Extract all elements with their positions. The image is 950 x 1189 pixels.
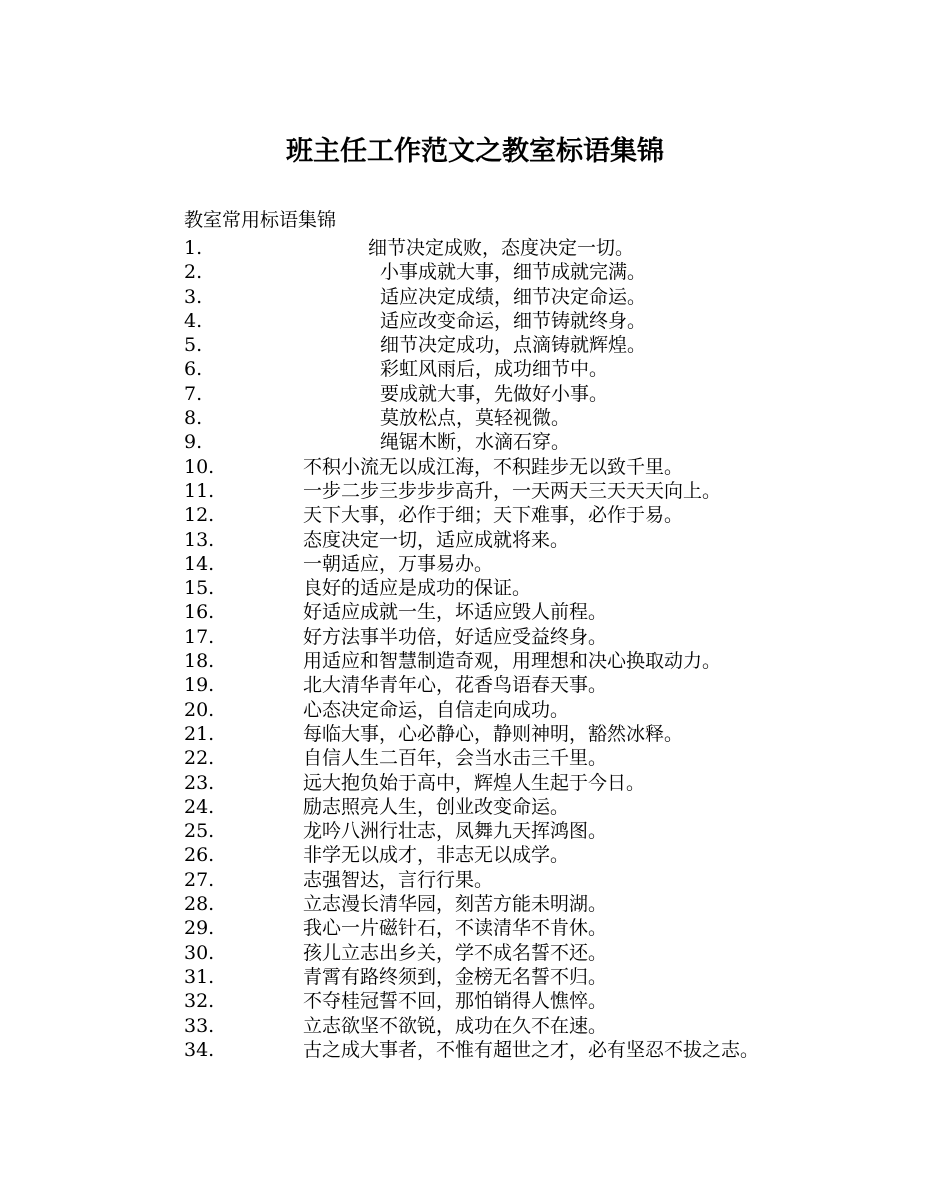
document-title: 班主任工作范文之教室标语集锦 — [286, 136, 664, 167]
item-number: 32. — [184, 990, 215, 1013]
item-text: 小事成就大事，细节成就完满。 — [380, 261, 647, 284]
item-text: 细节决定成败，态度决定一切。 — [368, 237, 635, 259]
item-text: 好适应成就一生，坏适应毁人前程。 — [303, 601, 608, 624]
item-number: 19. — [184, 674, 215, 697]
item-text: 孩儿立志出乡关，学不成名誓不还。 — [303, 941, 608, 964]
item-number: 2. — [184, 261, 203, 284]
item-text: 不积小流无以成江海，不积跬步无以致千里。 — [303, 455, 684, 478]
item-text: 志强智达，言行行果。 — [303, 868, 494, 891]
item-number: 29. — [184, 917, 215, 940]
item-number: 22. — [184, 747, 215, 770]
item-number: 6. — [184, 358, 203, 381]
item-number: 3. — [184, 285, 203, 308]
item-text: 适应改变命运，细节铸就终身。 — [380, 309, 647, 332]
item-text: 立志漫长清华园，刻苦方能未明湖。 — [303, 893, 608, 916]
item-number: 14. — [184, 552, 215, 575]
item-number: 30. — [184, 941, 215, 964]
item-number: 18. — [184, 650, 215, 673]
item-text: 心态决定命运，自信走向成功。 — [303, 698, 570, 721]
item-number: 5. — [184, 334, 203, 357]
item-text: 龙吟八洲行壮志，凤舞九天挥鸿图。 — [303, 820, 608, 843]
item-number: 31. — [184, 965, 215, 988]
item-number: 12. — [184, 504, 215, 527]
item-text: 我心一片磁针石，不读清华不肯休。 — [303, 917, 608, 940]
item-number: 7. — [184, 382, 203, 405]
item-number: 20. — [184, 698, 215, 721]
item-text: 立志欲坚不欲锐，成功在久不在速。 — [303, 1014, 608, 1037]
item-text: 彩虹风雨后，成功细节中。 — [380, 358, 609, 381]
item-text: 励志照亮人生，创业改变命运。 — [303, 795, 570, 818]
item-text: 北大清华青年心，花香鸟语春天事。 — [303, 674, 608, 697]
item-number: 21. — [184, 722, 215, 745]
item-number: 33. — [184, 1014, 215, 1037]
item-number: 27. — [184, 868, 215, 891]
item-number: 17. — [184, 625, 215, 648]
item-text: 莫放松点，莫轻视微。 — [380, 407, 571, 430]
item-number: 9. — [184, 431, 203, 454]
item-text: 细节决定成功，点滴铸就辉煌。 — [380, 334, 647, 357]
item-number: 15. — [184, 577, 215, 600]
item-text: 一步二步三步步步高升，一天两天三天天天向上。 — [303, 479, 722, 502]
item-number: 26. — [184, 844, 215, 867]
item-text: 态度决定一切，适应成就将来。 — [303, 528, 570, 551]
item-number: 10. — [184, 455, 215, 478]
item-text: 用适应和智慧制造奇观，用理想和决心换取动力。 — [303, 650, 722, 673]
item-number: 34. — [184, 1038, 215, 1061]
item-text: 不夺桂冠誓不回，那怕销得人憔悴。 — [303, 990, 608, 1013]
item-number: 28. — [184, 893, 215, 916]
item-number: 23. — [184, 771, 215, 794]
item-text: 适应决定成绩，细节决定命运。 — [380, 285, 647, 308]
item-number: 8. — [184, 407, 203, 430]
item-number: 24. — [184, 795, 215, 818]
item-number: 4. — [184, 309, 203, 332]
item-text: 自信人生二百年，会当水击三千里。 — [303, 747, 608, 770]
item-text: 绳锯木断，水滴石穿。 — [380, 431, 571, 454]
item-text: 古之成大事者，不惟有超世之才，必有坚忍不拔之志。 — [303, 1038, 760, 1061]
item-text: 远大抱负始于高中，辉煌人生起于今日。 — [303, 771, 646, 794]
item-number: 25. — [184, 820, 215, 843]
item-number: 1. — [184, 237, 203, 259]
item-number: 16. — [184, 601, 215, 624]
item-text: 天下大事，必作于细；天下难事，必作于易。 — [303, 504, 684, 527]
item-text: 良好的适应是成功的保证。 — [303, 577, 532, 600]
item-text: 每临大事，心必静心，静则神明，豁然冰释。 — [303, 722, 684, 745]
item-number: 13. — [184, 528, 215, 551]
item-text: 好方法事半功倍，好适应受益终身。 — [303, 625, 608, 648]
section-heading: 教室常用标语集锦 — [184, 209, 337, 231]
item-text: 要成就大事，先做好小事。 — [380, 382, 609, 405]
item-text: 一朝适应，万事易办。 — [303, 552, 494, 575]
item-text: 非学无以成才，非志无以成学。 — [303, 844, 570, 867]
item-text: 青霄有路终须到，金榜无名誓不归。 — [303, 965, 608, 988]
item-number: 11. — [184, 479, 215, 502]
